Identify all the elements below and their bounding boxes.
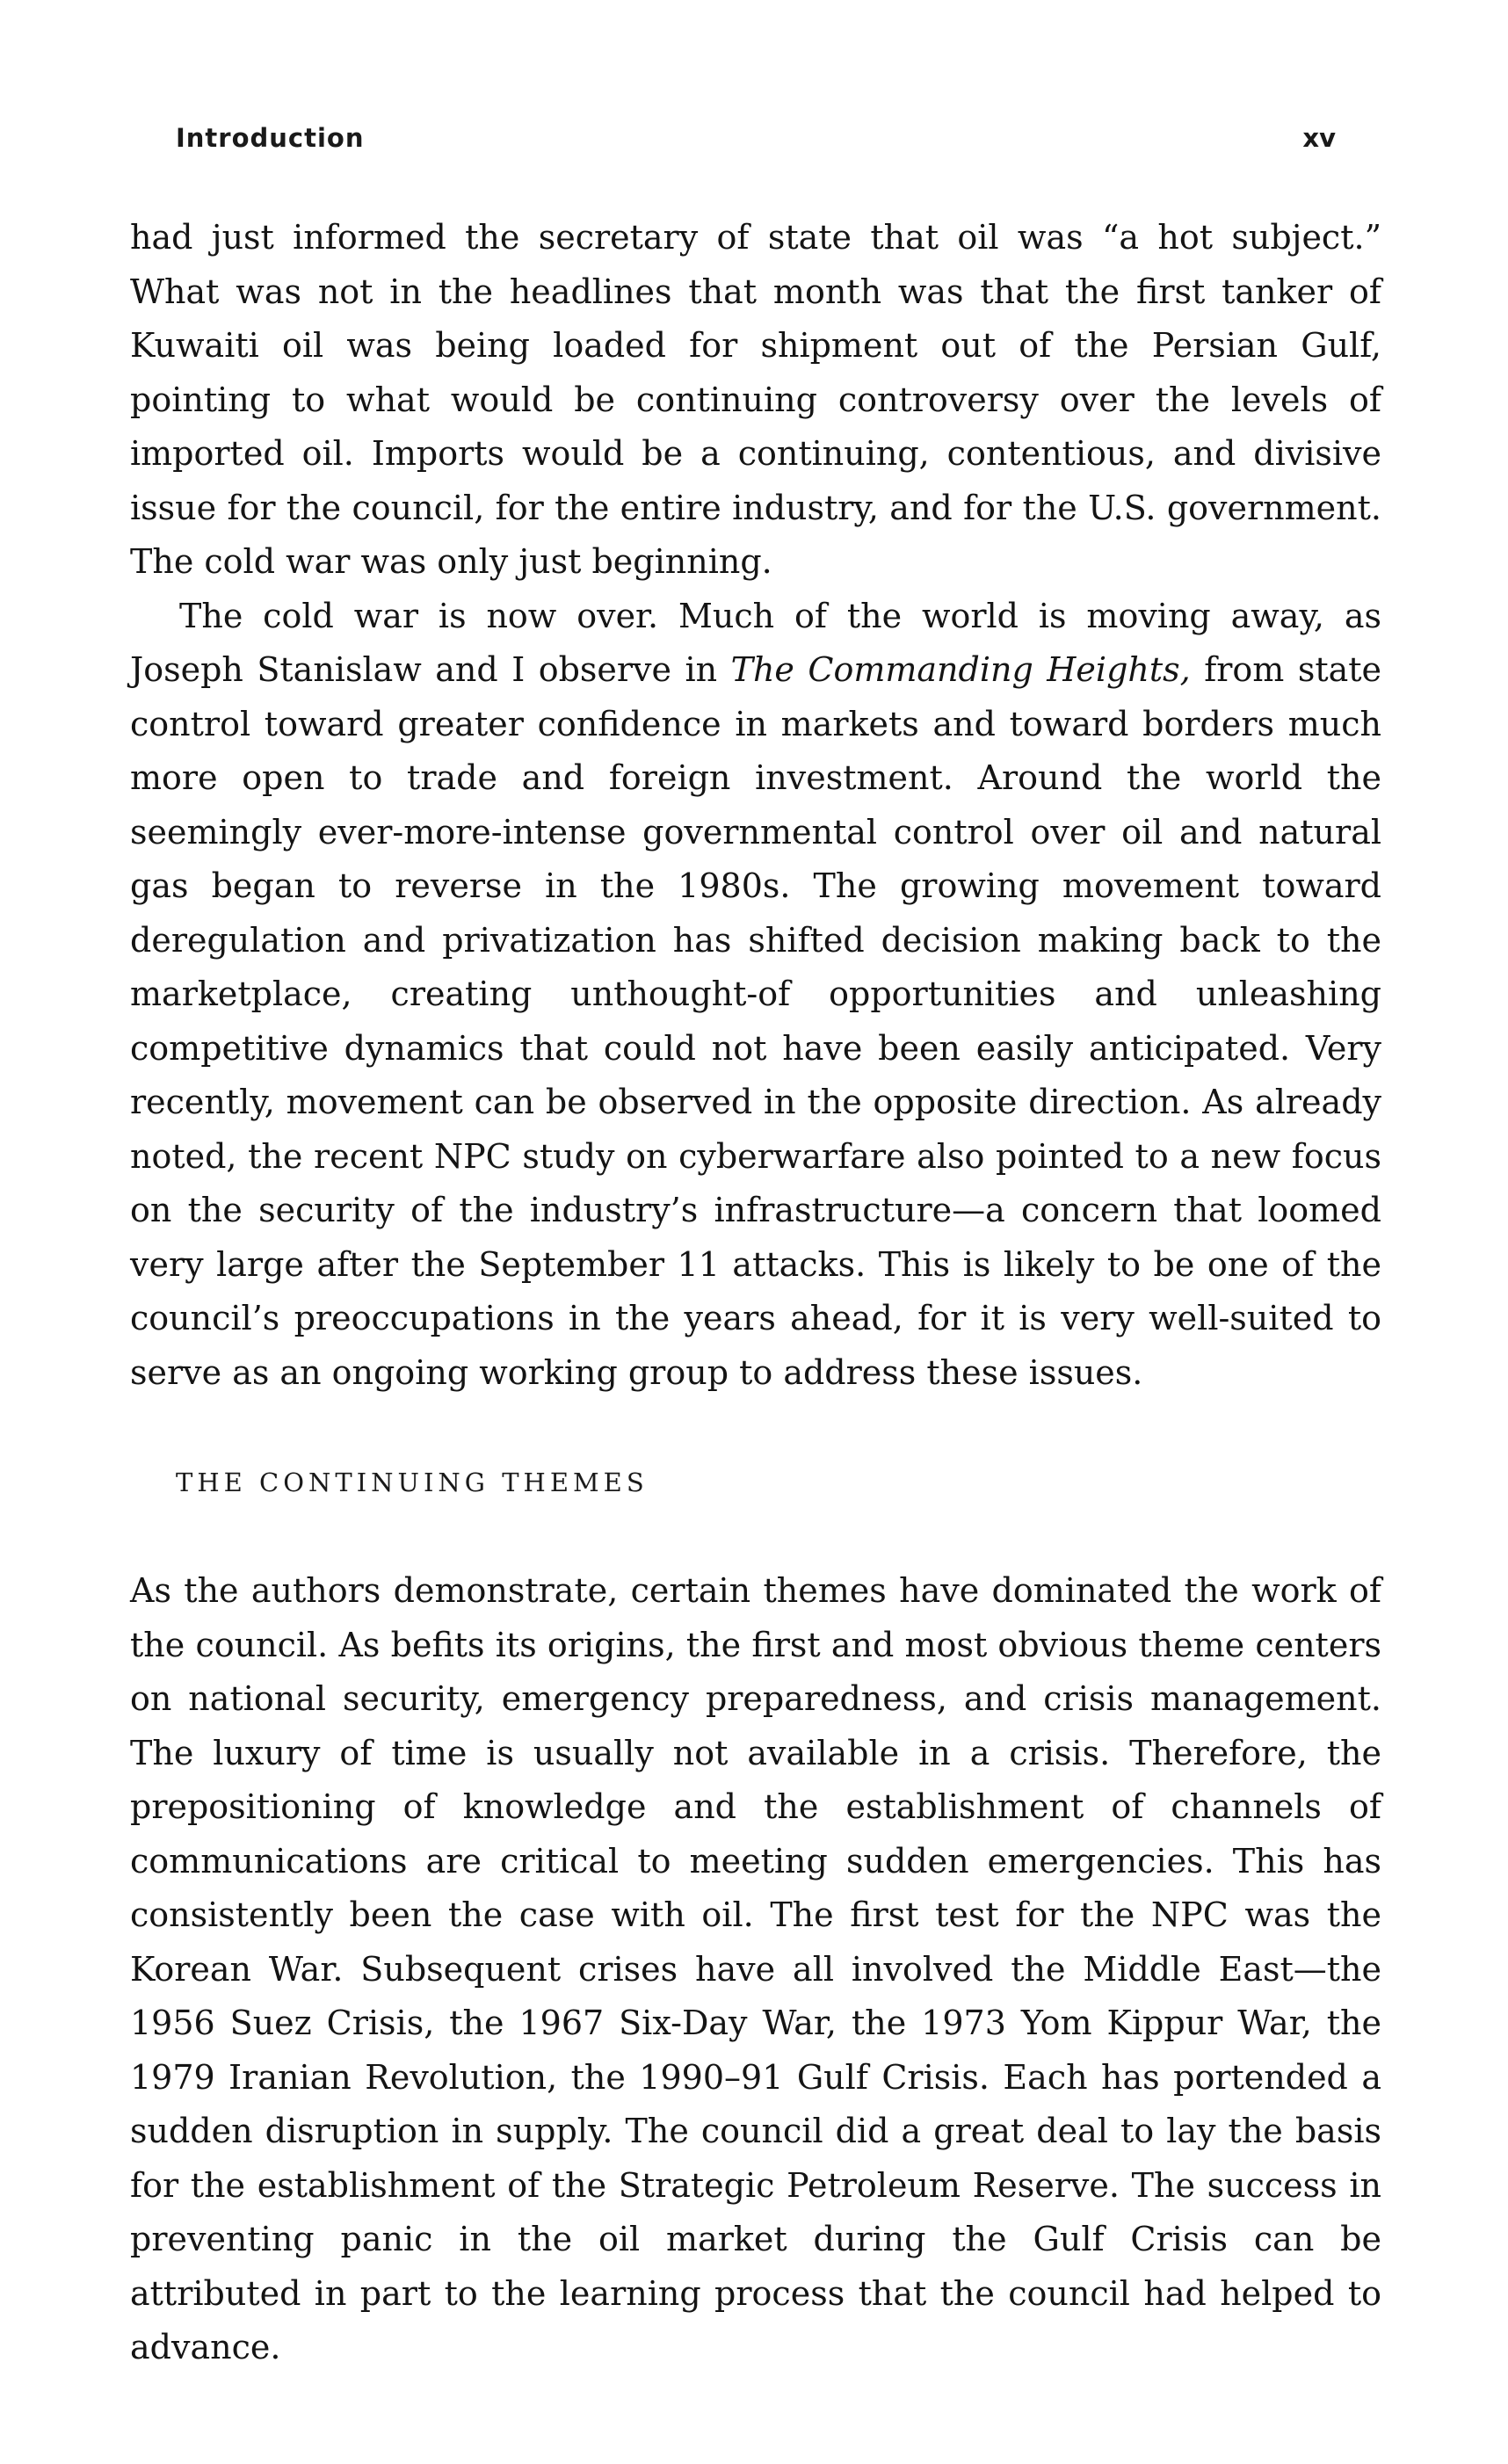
running-title: Introduction	[176, 123, 365, 153]
running-header	[176, 123, 1336, 158]
section-heading: THE CONTINUING THEMES	[176, 1468, 649, 1497]
paragraph-text: The cold war is now over. Much of the world is moving away, as Joseph Stanislaw and I observe in	[130, 596, 1381, 689]
body-text-section	[130, 1564, 1381, 2375]
paragraph	[130, 590, 1381, 1401]
page-number: xv	[1302, 123, 1336, 153]
book-title: The Commanding Heights,	[730, 650, 1191, 689]
paragraph-text: from state control toward greater confidence in markets and toward borders much more open to trade and foreign investment. Around the world the seemingly ever-more-intense governmental control over oil and natural gas began to reverse in the 1980s. The growing movement toward deregulation and privatization has shifted decision making back to the marketplace, creating unthought-of opportunities and unleashing competitive dynamics that could not have been easily anticipated. Very recently, movement can be observed in the opposite direction. As already noted, the recent NPC study on cyberwarfare also pointed to a new focus on the security of the industry’s infrastructure—a concern that loomed very large after the September 11 attacks. This is likely to be one of the council’s preoccupations in the years ahead, for it is very well-suited to serve as an ongoing working group to address these issues.	[130, 650, 1381, 1392]
paragraph: As the authors demonstrate, certain themes have dominated the work of the council. As befits its origins, the first and most obvious theme centers on national security, emergency preparedness, and crisis management. The luxury of time is usually not available in a crisis. Therefore, the prepositioning of knowledge and the establishment of channels of communications are critical to meeting sudden emergencies. This has consistently been the case with oil. The first test for the NPC was the Korean War. Subsequent crises have all involved the Middle East—the 1956 Suez Crisis, the 1967 Six-Day War, the 1973 Yom Kippur War, the 1979 Iranian Revolution, the 1990–91 Gulf Crisis. Each has portended a sudden disruption in supply. The council did a great deal to lay the basis for the establishment of the Strategic Petroleum Reserve. The success in preventing panic in the oil market during the Gulf Crisis can be attributed in part to the learning process that the council had helped to advance.	[130, 1571, 1381, 2366]
body-text-top	[130, 211, 1381, 1400]
paragraph: had just informed the secretary of state that oil was “a hot subject.” What was not in the headlines that month was that the first tanker of Kuwaiti oil was being loaded for shipment out of the Persian Gulf, pointing to what would be continuing controversy over the levels of imported oil. Imports would be a continuing, contentious, and divisive issue for the council, for the entire industry, and for the U.S. government. The cold war was only just beginning.	[130, 218, 1381, 581]
